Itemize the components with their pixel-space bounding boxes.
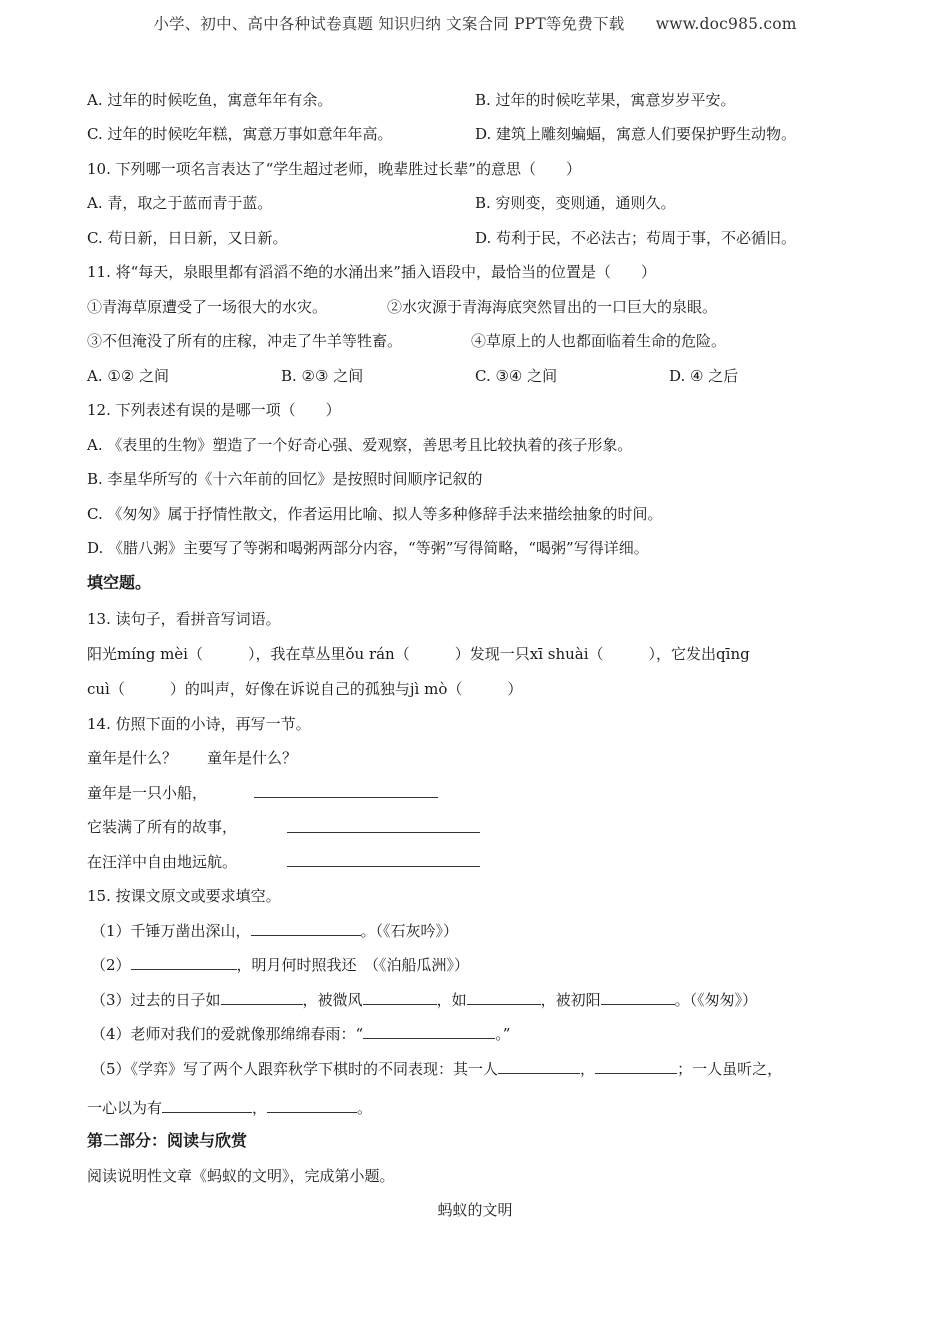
q14-answer-blank-1[interactable] [254, 783, 438, 798]
page-header: 小学、初中、高中各种试卷真题 知识归纳 文案合同 PPT等免费下载 www.doc985.com [153, 15, 797, 33]
q14-answer-blank-3[interactable] [287, 852, 480, 867]
q9-option-c: C. 过年的时候吃年糕，寓意万事如意年年高。 [87, 125, 393, 143]
q14-poem-line-3: 它装满了所有的故事， [87, 818, 238, 836]
q10-option-d: D. 苟利于民，不必法古；苟周于事，不必循旧。 [475, 229, 797, 247]
q11-option-c: C. ③④ 之间 [475, 367, 558, 385]
q13-text-6: （ ） [447, 680, 523, 698]
q14-poem-line-4: 在汪洋中自由地远航。 [87, 853, 238, 871]
q13-line-1 [87, 644, 750, 664]
q10-option-b: B. 穷则变，变则通，通则久。 [475, 194, 676, 212]
section-fill-heading: 填空题。 [87, 573, 152, 592]
q11-sentence-3: ③不但淹没了所有的庄稼，冲走了牛羊等牲畜。 [87, 332, 403, 350]
q15-item-4-text: （4）老师对我们的爱就像那绵绵春雨：“ [91, 1025, 364, 1043]
q11-stem: 11. 将“每天，泉眼里都有滔滔不绝的水涌出来”插入语段中，最恰当的位置是（ ） [87, 263, 656, 281]
q15-item-2-text: ，明月何时照我还 （《泊船瓜洲》） [236, 956, 470, 974]
q15-item-3-blank-4[interactable] [601, 990, 675, 1005]
q12-option-d: D. 《腊八粥》主要写了等粥和喝粥两部分内容，“等粥”写得简略，“喝粥”写得详细。 [87, 539, 649, 557]
q15-item-1-source: 。（《石灰吟》） [360, 922, 459, 940]
q15-item-2-num: （2） [91, 956, 131, 974]
q10-stem: 10. 下列哪一项名言表达了“学生超过老师，晚辈胜过长辈”的意思（ ） [87, 160, 581, 178]
q12-stem: 12. 下列表述有误的是哪一项（ ） [87, 401, 341, 419]
reading-intro: 阅读说明性文章《蚂蚁的文明》，完成第小题。 [87, 1167, 395, 1185]
q12-option-c: C. 《匆匆》属于抒情性散文，作者运用比喻、拟人等多种修辞手法来描绘抽象的时间。 [87, 505, 663, 523]
q15-item-4-end: 。” [495, 1025, 511, 1043]
q15-item-4 [91, 1024, 510, 1044]
q15-item-3-text-c: ，如 [436, 991, 467, 1009]
q10-option-a: A. 青，取之于蓝而青于蓝。 [87, 194, 273, 212]
q11-option-b: B. ②③ 之间 [281, 367, 364, 385]
q12-option-b: B. 李星华所写的《十六年前的回忆》是按照时间顺序记叙的 [87, 470, 483, 488]
q13-text-3: （ ）发现一只 [394, 645, 530, 663]
q15-item-3-source: 。（《匆匆》） [674, 991, 758, 1009]
q14-poem-line-2: 童年是一只小船， [87, 784, 208, 802]
q10-option-c: C. 苟日新，日日新，又日新。 [87, 229, 288, 247]
q15-item-1-blank[interactable] [251, 921, 361, 936]
q15-item-5-text-b: ；一人虽听之， [677, 1060, 783, 1078]
q15-item-3-blank-1[interactable] [221, 990, 303, 1005]
q15-stem: 15. 按课文原文或要求填空。 [87, 887, 281, 905]
q15-item-5-period: 。 [357, 1099, 373, 1117]
q15-item-3 [91, 990, 757, 1010]
q13-text-2: （ ），我在草丛里 [187, 645, 346, 663]
q15-item-5-text-a: （5）《学弈》写了两个人跟弈秋学下棋时的不同表现：其一人 [91, 1060, 499, 1078]
q15-item-3-text-d: ，被初阳 [540, 991, 601, 1009]
q13-text-1: 阳光 [87, 645, 118, 663]
section-reading-heading: 第二部分：阅读与欣赏 [87, 1131, 248, 1150]
reading-title: 蚂蚁的文明 [437, 1201, 513, 1219]
q15-item-4-blank[interactable] [363, 1024, 495, 1039]
q9-option-a: A. 过年的时候吃鱼，寓意年年有余。 [87, 91, 333, 109]
q14-stem: 14. 仿照下面的小诗，再写一节。 [87, 715, 311, 733]
q12-option-a: A. 《表里的生物》塑造了一个好奇心强、爱观察，善思考且比较执着的孩子形象。 [87, 436, 633, 454]
q15-item-5-text-c: 一心以为有 [87, 1099, 163, 1117]
q11-sentence-4: ④草原上的人也都面临着生命的危险。 [471, 332, 727, 350]
q15-item-5-comma: ， [580, 1060, 596, 1078]
q15-item-1 [91, 921, 458, 941]
q14-answer-blank-2[interactable] [287, 818, 480, 833]
pinyin-xishuai: xī shuài [529, 645, 589, 663]
q15-item-3-blank-3[interactable] [467, 990, 541, 1005]
q15-item-3-text-a: （3）过去的日子如 [91, 991, 221, 1009]
q15-item-5-line-1 [91, 1059, 782, 1079]
q15-item-5-blank-3[interactable] [162, 1098, 252, 1113]
q15-item-5-line-2 [87, 1098, 372, 1118]
q15-item-3-blank-2[interactable] [363, 990, 437, 1005]
q13-line-2 [87, 679, 522, 699]
pinyin-qing: qīng [716, 645, 750, 663]
pinyin-jimo: jì mò [409, 680, 448, 698]
q15-item-5-comma-2: ， [252, 1099, 268, 1117]
q15-item-2-blank[interactable] [131, 955, 237, 970]
q15-item-5-blank-1[interactable] [498, 1059, 580, 1074]
q9-option-d: D. 建筑上雕刻蝙蝠，寓意人们要保护野生动物。 [475, 125, 797, 143]
q11-option-d: D. ④ 之后 [669, 367, 739, 385]
q15-item-1-text: （1）千锤万凿出深山， [91, 922, 251, 940]
q14-poem-line-1: 童年是什么？ 童年是什么？ [87, 749, 298, 767]
q11-option-a: A. ①② 之间 [87, 367, 170, 385]
pinyin-ouran: ǒu rán [345, 645, 395, 663]
q15-item-2 [91, 955, 469, 975]
pinyin-mingmei: míng mèi [117, 645, 188, 663]
pinyin-cui: cuì [87, 680, 110, 698]
q9-option-b: B. 过年的时候吃苹果，寓意岁岁平安。 [475, 91, 736, 109]
q13-text-4: （ ），它发出 [588, 645, 717, 663]
q13-stem: 13. 读句子，看拼音写词语。 [87, 610, 281, 628]
q11-sentence-2: ②水灾源于青海海底突然冒出的一口巨大的泉眼。 [387, 298, 718, 316]
q15-item-5-blank-2[interactable] [595, 1059, 677, 1074]
q11-sentence-1: ①青海草原遭受了一场很大的水灾。 [87, 298, 328, 316]
q15-item-3-text-b: ，被微风 [302, 991, 363, 1009]
q15-item-5-blank-4[interactable] [267, 1098, 357, 1113]
q13-text-5: （ ）的叫声，好像在诉说自己的孤独与 [109, 680, 410, 698]
